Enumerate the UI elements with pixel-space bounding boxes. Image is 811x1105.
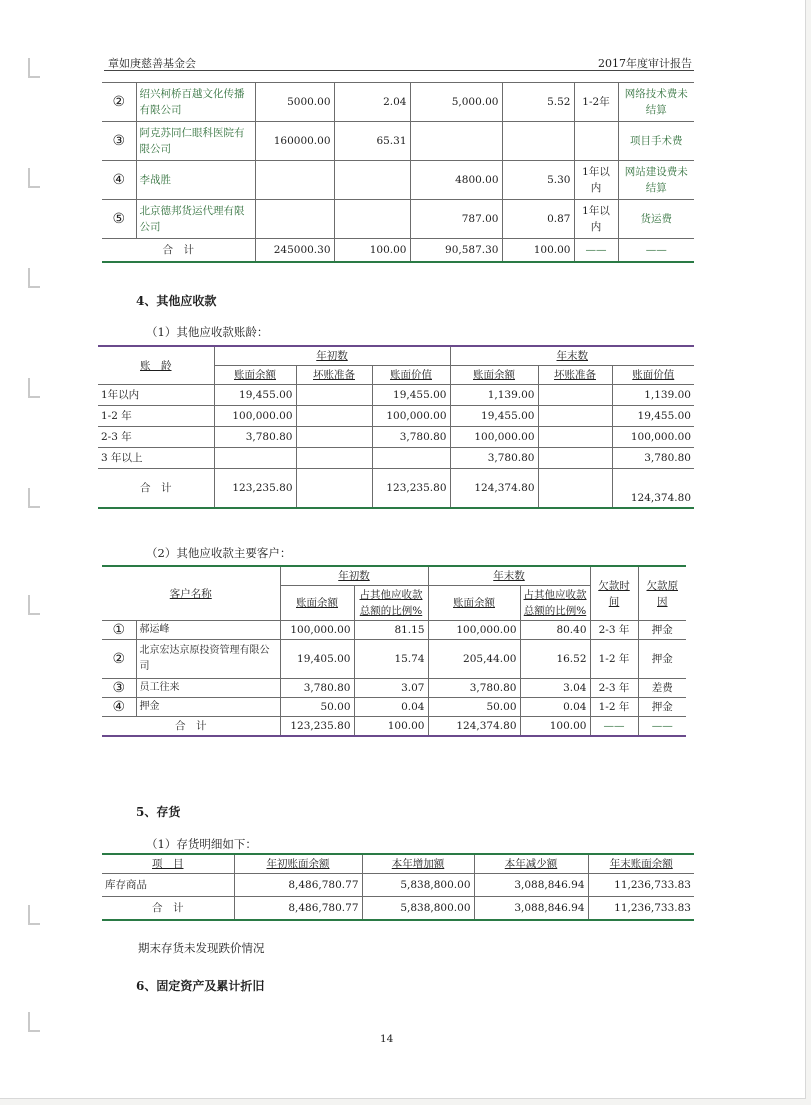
begin-percent: 2.04 — [334, 83, 410, 122]
column-header: 本年增加额 — [362, 854, 474, 874]
amount-cell: 100,000.00 — [372, 406, 450, 427]
total-begin-percent: 100.00 — [354, 717, 428, 737]
end-percent: 0.04 — [520, 698, 590, 717]
begin-balance: 50.00 — [280, 698, 354, 717]
customer-name: 郝运峰 — [136, 621, 280, 640]
age-bucket: 2-3 年 — [98, 427, 214, 448]
total-amount — [538, 469, 612, 509]
end-percent: 80.40 — [520, 621, 590, 640]
total-begin-amount: 245000.30 — [255, 239, 334, 263]
begin-amount: 5000.00 — [255, 83, 334, 122]
amount-cell: 3,780.80 — [214, 427, 296, 448]
org-name: 章如庚慈善基金会 — [108, 57, 196, 70]
amount-cell: 3,780.80 — [372, 427, 450, 448]
end-balance: 205,44.00 — [428, 640, 520, 679]
overdue-time: 2-3 年 — [590, 621, 638, 640]
inventory-table — [102, 853, 694, 921]
customer-name: 押金 — [136, 698, 280, 717]
age — [574, 122, 618, 161]
table-row — [102, 122, 694, 161]
overdue-reason: 押金 — [638, 621, 686, 640]
row-number: ④ — [102, 161, 136, 200]
row-number: ② — [102, 83, 136, 122]
payables-table — [102, 82, 694, 263]
column-header: 账面价值 — [612, 366, 694, 385]
amount-cell: 100,000.00 — [612, 427, 694, 448]
total-amount: 124,374.80 — [450, 469, 538, 509]
begin-balance: 19,405.00 — [280, 640, 354, 679]
begin-percent — [334, 200, 410, 239]
amount-cell: 100,000.00 — [450, 427, 538, 448]
row-number: ③ — [102, 122, 136, 161]
column-header: 账面余额 — [450, 366, 538, 385]
table-row — [102, 640, 686, 679]
total-amount: 124,374.80 — [612, 469, 694, 509]
begin-balance: 3,780.80 — [280, 679, 354, 698]
total-label: 合 计 — [102, 239, 255, 263]
col-age: 账 龄 — [98, 346, 214, 385]
aging-table — [98, 345, 694, 509]
end-balance: 11,236,733.83 — [588, 874, 694, 897]
column-header: 年初账面余额 — [234, 854, 362, 874]
total-begin-balance: 123,235.80 — [280, 717, 354, 737]
binder-mark — [28, 168, 40, 188]
section-heading: 6、固定资产及累计折旧 — [136, 979, 265, 993]
total-end-percent: 100.00 — [520, 717, 590, 737]
amount-cell: 100,000.00 — [214, 406, 296, 427]
column-header: 年末账面余额 — [588, 854, 694, 874]
section-heading: 5、存货 — [136, 805, 181, 819]
row-number: ④ — [102, 698, 136, 717]
amount-cell — [296, 406, 372, 427]
column-header: 账面价值 — [372, 366, 450, 385]
total-label: 合 计 — [102, 717, 280, 737]
amount-cell — [538, 385, 612, 406]
begin-percent: 15.74 — [354, 640, 428, 679]
age-bucket: 3 年以上 — [98, 448, 214, 469]
binder-mark — [28, 1012, 40, 1032]
total-row — [98, 469, 694, 509]
inventory-note: 期末存货未发现跌价情况 — [138, 941, 265, 955]
report-title: 2017年度审计报告 — [598, 57, 692, 70]
end-balance: 3,780.80 — [428, 679, 520, 698]
payee-name: 绍兴柯桥百越文化传播有限公司 — [136, 83, 255, 122]
begin-amount — [255, 161, 334, 200]
group-begin: 年初数 — [280, 566, 428, 586]
amount-cell: 1,139.00 — [612, 385, 694, 406]
section-heading: 4、其他应收款 — [136, 294, 217, 308]
age: 1年以内 — [574, 161, 618, 200]
total-label: 合 计 — [98, 469, 214, 509]
customers-table — [102, 565, 686, 737]
total-age: —— — [574, 239, 618, 263]
subsection-heading: （1）其他应收款账龄： — [146, 325, 269, 339]
decrease: 3,088,846.94 — [474, 874, 588, 897]
item-name: 合 计 — [102, 897, 234, 921]
amount-cell: 19,455.00 — [214, 385, 296, 406]
total-amount — [296, 469, 372, 509]
total-row — [102, 239, 694, 263]
column-header: 坏账准备 — [538, 366, 612, 385]
total-row — [102, 717, 686, 737]
table-row — [98, 427, 694, 448]
reason: 项目手术费 — [618, 122, 694, 161]
row-number: ③ — [102, 679, 136, 698]
end-percent: 16.52 — [520, 640, 590, 679]
binder-mark — [28, 488, 40, 508]
begin-amount — [255, 200, 334, 239]
amount-cell — [538, 427, 612, 448]
header-rule — [104, 70, 694, 71]
begin-balance: 100,000.00 — [280, 621, 354, 640]
binder-mark — [28, 268, 40, 288]
col-customer-name: 客户名称 — [102, 566, 280, 621]
group-end: 年末数 — [428, 566, 590, 586]
total-time: —— — [590, 717, 638, 737]
end-percent: 5.30 — [502, 161, 574, 200]
overdue-time: 1-2 年 — [590, 640, 638, 679]
end-balance: 11,236,733.83 — [588, 897, 694, 921]
binder-mark — [28, 378, 40, 398]
subsection-heading: （1）存货明细如下： — [146, 837, 257, 851]
col-b-bal: 账面余额 — [280, 586, 354, 621]
table-row — [102, 200, 694, 239]
total-end-percent: 100.00 — [502, 239, 574, 263]
age: 1-2年 — [574, 83, 618, 122]
begin-amount: 160000.00 — [255, 122, 334, 161]
amount-cell — [296, 385, 372, 406]
customer-name: 员工往来 — [136, 679, 280, 698]
overdue-reason: 差费 — [638, 679, 686, 698]
binder-mark — [28, 58, 40, 78]
subsection-heading: （2）其他应收款主要客户： — [146, 546, 292, 560]
total-end-balance: 124,374.80 — [428, 717, 520, 737]
overdue-time: 2-3 年 — [590, 679, 638, 698]
begin-percent: 3.07 — [354, 679, 428, 698]
decrease: 3,088,846.94 — [474, 897, 588, 921]
amount-cell — [538, 448, 612, 469]
end-percent — [502, 122, 574, 161]
amount-cell — [296, 448, 372, 469]
amount-cell — [214, 448, 296, 469]
amount-cell: 19,455.00 — [612, 406, 694, 427]
reason: 网站建设费未结算 — [618, 161, 694, 200]
group-begin: 年初数 — [214, 346, 450, 366]
page-number: 14 — [380, 1033, 394, 1045]
age: 1年以内 — [574, 200, 618, 239]
column-header: 项 目 — [102, 854, 234, 874]
end-balance: 50.00 — [428, 698, 520, 717]
payee-name: 李战胜 — [136, 161, 255, 200]
table-row — [102, 679, 686, 698]
col-e-bal: 账面余额 — [428, 586, 520, 621]
total-reason: —— — [618, 239, 694, 263]
row-number: ① — [102, 621, 136, 640]
table-row — [98, 448, 694, 469]
row-number: ② — [102, 640, 136, 679]
amount-cell: 19,455.00 — [372, 385, 450, 406]
item-name: 库存商品 — [102, 874, 234, 897]
table-row — [98, 406, 694, 427]
table-row — [102, 874, 694, 897]
table-row — [102, 621, 686, 640]
col-reason: 欠款原因 — [638, 566, 686, 621]
end-percent: 3.04 — [520, 679, 590, 698]
end-percent: 0.87 — [502, 200, 574, 239]
amount-cell — [372, 448, 450, 469]
end-balance: 100,000.00 — [428, 621, 520, 640]
column-header: 本年减少额 — [474, 854, 588, 874]
overdue-reason: 押金 — [638, 640, 686, 679]
amount-cell — [538, 406, 612, 427]
reason: 货运费 — [618, 200, 694, 239]
increase: 5,838,800.00 — [362, 874, 474, 897]
begin-percent: 81.15 — [354, 621, 428, 640]
column-header: 账面余额 — [214, 366, 296, 385]
end-amount: 4800.00 — [410, 161, 502, 200]
end-amount — [410, 122, 502, 161]
amount-cell: 3,780.80 — [612, 448, 694, 469]
table-row — [102, 161, 694, 200]
total-amount: 123,235.80 — [214, 469, 296, 509]
row-number: ⑤ — [102, 200, 136, 239]
begin-percent — [334, 161, 410, 200]
amount-cell: 3,780.80 — [450, 448, 538, 469]
reason: 网络技术费未结算 — [618, 83, 694, 122]
total-row — [102, 897, 694, 921]
begin-percent: 0.04 — [354, 698, 428, 717]
col-e-pct: 占其他应收款总额的比例% — [520, 586, 590, 621]
age-bucket: 1-2 年 — [98, 406, 214, 427]
amount-cell: 19,455.00 — [450, 406, 538, 427]
overdue-reason: 押金 — [638, 698, 686, 717]
payee-name: 阿克苏同仁眼科医院有限公司 — [136, 122, 255, 161]
end-amount: 787.00 — [410, 200, 502, 239]
table-row — [102, 83, 694, 122]
col-b-pct: 占其他应收款总额的比例% — [354, 586, 428, 621]
total-amount: 123,235.80 — [372, 469, 450, 509]
amount-cell: 1,139.00 — [450, 385, 538, 406]
binder-mark — [28, 595, 40, 615]
col-time: 欠款时间 — [590, 566, 638, 621]
begin-percent: 65.31 — [334, 122, 410, 161]
increase: 5,838,800.00 — [362, 897, 474, 921]
payee-name: 北京德邦货运代理有限公司 — [136, 200, 255, 239]
table-row — [98, 385, 694, 406]
binder-mark — [28, 905, 40, 925]
table-row — [102, 698, 686, 717]
group-end: 年末数 — [450, 346, 694, 366]
total-begin-percent: 100.00 — [334, 239, 410, 263]
begin-balance: 8,486,780.77 — [234, 897, 362, 921]
column-header: 坏账准备 — [296, 366, 372, 385]
begin-balance: 8,486,780.77 — [234, 874, 362, 897]
amount-cell — [296, 427, 372, 448]
end-percent: 5.52 — [502, 83, 574, 122]
total-reason: —— — [638, 717, 686, 737]
overdue-time: 1-2 年 — [590, 698, 638, 717]
age-bucket: 1年以内 — [98, 385, 214, 406]
total-end-amount: 90,587.30 — [410, 239, 502, 263]
end-amount: 5,000.00 — [410, 83, 502, 122]
customer-name: 北京宏达京原投资管理有限公司 — [136, 640, 280, 679]
